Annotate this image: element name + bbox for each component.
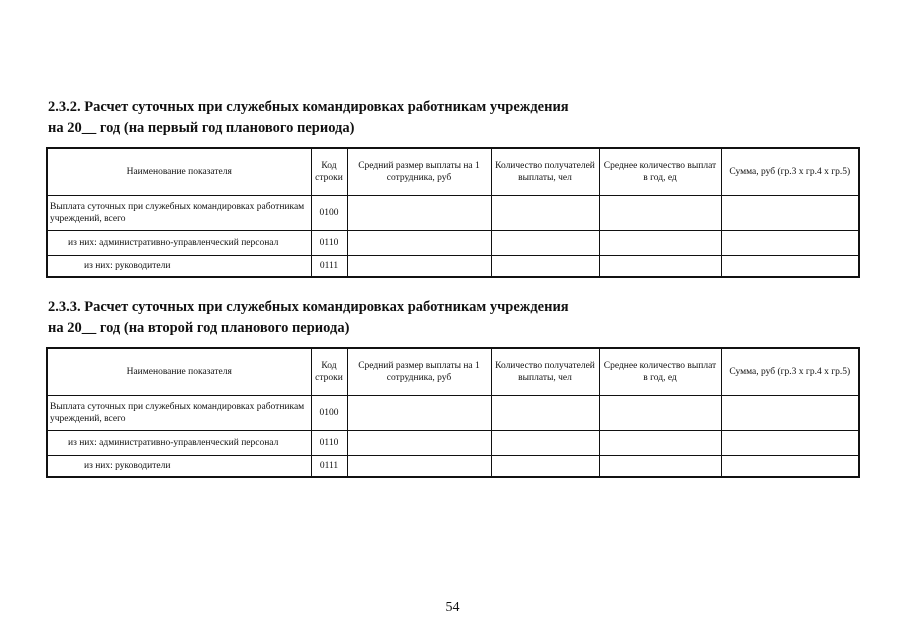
cell-average[interactable] [347,431,491,456]
row-code: 0110 [311,231,347,256]
column-header-average: Средний размер выплаты на 1 сотрудника, руб [347,148,491,196]
cell-recipients[interactable] [491,431,599,456]
column-header-code: Код строки [311,348,347,396]
cell-recipients[interactable] [491,396,599,431]
cell-recipients[interactable] [491,456,599,478]
table-row [47,431,859,456]
cell-sum[interactable] [721,196,859,231]
calculation-table [46,347,860,478]
section-2-3-3 [46,297,858,478]
column-header-sum: Сумма, руб (гр.3 х гр.4 х гр.5) [721,148,859,196]
column-header-name: Наименование показателя [47,348,311,396]
cell-sum[interactable] [721,256,859,278]
column-header-code: Код строки [311,148,347,196]
cell-payments[interactable] [599,456,721,478]
row-name: из них: административно-управленческий персонал [47,431,311,456]
cell-sum[interactable] [721,431,859,456]
cell-average[interactable] [347,231,491,256]
cell-payments[interactable] [599,431,721,456]
calculation-table [46,147,860,278]
row-code: 0111 [311,256,347,278]
row-name: из них: руководители [47,456,311,478]
column-header-recipients: Количество получателей выплаты, чел [491,348,599,396]
cell-sum[interactable] [721,456,859,478]
heading-line-1: 2.3.2. Расчет суточных при служебных командировках работникам учреждения [48,99,569,115]
row-code: 0111 [311,456,347,478]
row-name: из них: руководители [47,256,311,278]
table-row [47,256,859,278]
cell-average[interactable] [347,256,491,278]
table-row [47,456,859,478]
column-header-name: Наименование показателя [47,148,311,196]
cell-payments[interactable] [599,396,721,431]
cell-recipients[interactable] [491,231,599,256]
column-header-average: Средний размер выплаты на 1 сотрудника, руб [347,348,491,396]
column-header-sum: Сумма, руб (гр.3 х гр.4 х гр.5) [721,348,859,396]
row-code: 0100 [311,196,347,231]
section-heading [48,297,858,339]
heading-line-1: 2.3.3. Расчет суточных при служебных командировках работникам учреждения [48,299,569,315]
column-header-recipients: Количество получателей выплаты, чел [491,148,599,196]
cell-average[interactable] [347,396,491,431]
table-header-row [47,148,859,196]
row-name: Выплата суточных при служебных командировках работникам учреждений, всего [47,396,311,431]
cell-payments[interactable] [599,231,721,256]
heading-line-2: на 20__ год (на первый год планового периода) [48,120,355,136]
cell-sum[interactable] [721,231,859,256]
table-row [47,231,859,256]
heading-line-2: на 20__ год (на второй год планового периода) [48,320,350,336]
table-row [47,396,859,431]
cell-sum[interactable] [721,396,859,431]
cell-payments[interactable] [599,256,721,278]
row-name: из них: административно-управленческий персонал [47,231,311,256]
section-heading [48,97,858,139]
row-code: 0100 [311,396,347,431]
cell-average[interactable] [347,196,491,231]
row-code: 0110 [311,431,347,456]
cell-recipients[interactable] [491,196,599,231]
section-2-3-2 [46,97,858,278]
cell-average[interactable] [347,456,491,478]
cell-recipients[interactable] [491,256,599,278]
row-name: Выплата суточных при служебных командировках работникам учреждений, всего [47,196,311,231]
page-number: 54 [445,600,460,615]
table-header-row [47,348,859,396]
table-row [47,196,859,231]
cell-payments[interactable] [599,196,721,231]
column-header-payments: Среднее количество выплат в год, ед [599,348,721,396]
column-header-payments: Среднее количество выплат в год, ед [599,148,721,196]
